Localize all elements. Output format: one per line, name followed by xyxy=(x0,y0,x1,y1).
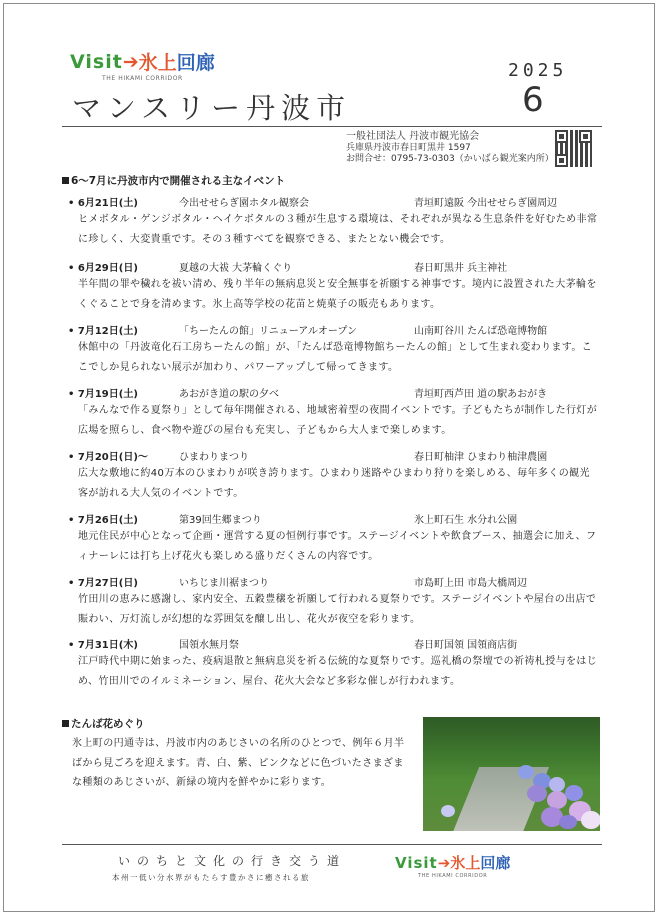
event-date: • 7月20日(日)～ xyxy=(68,448,148,463)
logo-kairou-text: 回廊 xyxy=(480,854,511,872)
footer-tagline: いのちと文化の行き交う道 xyxy=(118,854,347,868)
event-date: • 6月21日(土) xyxy=(68,194,138,209)
logo-subtitle: THE HIKAMI CORRIDOR xyxy=(101,75,183,82)
hydrangea-photo xyxy=(423,717,600,831)
event-place: 青垣町遠阪 今出せせらぎ園周辺 xyxy=(414,198,558,209)
event-name: あおがき道の駅の夕べ xyxy=(179,389,279,400)
event-place: 青垣町西芦田 道の駅あおがき xyxy=(414,389,548,400)
event-place: 春日町国領 国領商店街 xyxy=(414,640,518,651)
feature-heading-text: たんば花めぐり xyxy=(71,718,145,730)
event-place: 春日町柚津 ひまわり柚津農園 xyxy=(414,452,548,463)
event-date: • 7月19日(土) xyxy=(68,385,138,400)
logo-visit-text: Visit xyxy=(70,50,123,73)
event-item xyxy=(68,509,598,566)
event-place: 山南町谷川 たんば恐竜博物館 xyxy=(414,326,548,337)
issue-month: 6 xyxy=(522,80,544,120)
qr-code-icon[interactable] xyxy=(555,130,592,167)
square-bullet-icon xyxy=(62,177,69,184)
event-date: • 7月26日(土) xyxy=(68,511,138,526)
event-name: ひまわりまつり xyxy=(179,452,249,463)
organization-contact: お問合せ：0795-73-0303（かいばら観光案内所） xyxy=(346,154,554,164)
feature-description: 氷上町の円通寺は、丹波市内のあじさいの名所のひとつで、例年６月半ばから見ごろを迎えます。青、白、紫、ピンクなどに色づいたさまざまな種類のあじさいが、新緑の境内を鮮やかに彩ります。 xyxy=(72,738,405,788)
logo-hikami-text: 氷上 xyxy=(138,52,177,74)
logo-visit-text: Visit xyxy=(395,853,438,872)
event-place: 市島町上田 市島大橋周辺 xyxy=(414,578,528,589)
event-name: 第39回生郷まつり xyxy=(179,515,262,526)
page-title: マンスリー丹波市 xyxy=(72,91,352,125)
logo-subtitle: THE HIKAMI CORRIDOR xyxy=(418,873,488,879)
event-name: 今出せせらぎ園ホタル観察会 xyxy=(179,198,309,209)
event-place: 氷上町石生 水分れ公園 xyxy=(414,515,518,526)
events-heading xyxy=(62,173,285,188)
event-description: 広大な敷地に約40万本のひまわりが咲き誇ります。ひまわり迷路やひまわり狩りを楽しめる、毎年多くの観光客が訪れる大人気のイベントです。 xyxy=(78,468,590,499)
event-item xyxy=(68,446,598,503)
header-divider xyxy=(62,126,602,127)
event-description: ヒメボタル・ゲンジボタル・ヘイケボタルの３種が生息する環境は、それぞれが異なる生息条件を好むため非常に珍しく、大変貴重です。その３種すべてを観察できる、またとない機会です。 xyxy=(78,214,598,245)
event-description: 休館中の「丹波竜化石工房ちーたんの館」が、「たんば恐竜博物館ちーたんの館」として生まれ変わります。ここでしか見られない展示が加わり、パワーアップして帰ってきます。 xyxy=(78,342,593,373)
event-item xyxy=(68,383,598,440)
event-date: • 7月31日(木) xyxy=(68,636,138,651)
event-description: 竹田川の恵みに感謝し、家内安全、五穀豊穣を祈願して行われる夏祭りです。ステージイベントや屋台の出店で賑わい、万灯流しが幻想的な雰囲気を醸し出し、花火が夜空を彩ります。 xyxy=(78,594,597,625)
event-description: 地元住民が中心となって企画・運営する夏の恒例行事です。ステージイベントや飲食ブース、抽選会に加え、フィナーレには打ち上げ花火も楽しめる盛りだくさんの内容です。 xyxy=(78,531,597,562)
logo-arrow-icon: ➔ xyxy=(437,853,451,872)
event-date: • 7月12日(土) xyxy=(68,322,138,337)
event-name: 「ちーたんの館」リニューアルオープン xyxy=(179,326,357,337)
visit-hikami-logo-footer xyxy=(395,852,510,879)
organization-name: 一般社団法人 丹波市観光協会 xyxy=(346,131,480,142)
event-name: いちじま川裾まつり xyxy=(179,578,269,589)
event-place: 春日町黒井 兵主神社 xyxy=(414,263,508,274)
event-description: 江戸時代中期に始まった、疫病退散と無病息災を祈る伝統的な夏祭りです。巡礼橋の祭壇での祈祷札授与をはじめ、竹田川でのイルミネーション、屋台、花火大会など多彩な催しが行われます。 xyxy=(78,656,598,687)
event-item xyxy=(68,572,598,629)
feature-heading xyxy=(62,716,145,731)
footer-divider xyxy=(62,844,602,845)
event-item xyxy=(68,320,598,377)
event-item xyxy=(68,192,598,249)
event-name: 国領水無月祭 xyxy=(179,640,239,651)
organization-address: 兵庫県丹波市春日町黒井 1597 xyxy=(346,143,471,153)
event-description: 「みんなで作る夏祭り」として毎年開催される、地域密着型の夜間イベントです。子どもたちが制作した行灯が広場を照らし、食べ物や遊びの屋台も充実し、子どもから大人まで楽しめます。 xyxy=(78,405,598,436)
logo-hikami-text: 氷上 xyxy=(450,854,481,872)
event-item xyxy=(68,257,598,314)
square-bullet-icon xyxy=(62,720,69,727)
event-name: 夏越の大祓 大茅輪くぐり xyxy=(179,263,293,274)
events-heading-text: 6～7月に丹波市内で開催される主なイベント xyxy=(71,175,286,187)
footer-subtagline: 本州一低い分水界がもたらす豊かさに癒される旅 xyxy=(112,873,310,882)
visit-hikami-logo xyxy=(70,48,215,82)
organization-info xyxy=(346,131,554,165)
logo-kairou-text: 回廊 xyxy=(176,52,215,74)
event-description: 半年間の罪や穢れを祓い清め、残り半年の無病息災と安全無事を祈願する神事です。境内に設置された大茅輪をくぐることで身を清めます。氷上高等学校の花苗と焼菓子の販売もあります。 xyxy=(78,279,597,310)
issue-year: 2025 xyxy=(508,60,568,81)
event-date: • 6月29日(日) xyxy=(68,259,138,274)
event-date: • 7月27日(日) xyxy=(68,574,138,589)
logo-arrow-icon: ➔ xyxy=(122,50,139,73)
event-item xyxy=(68,634,598,691)
